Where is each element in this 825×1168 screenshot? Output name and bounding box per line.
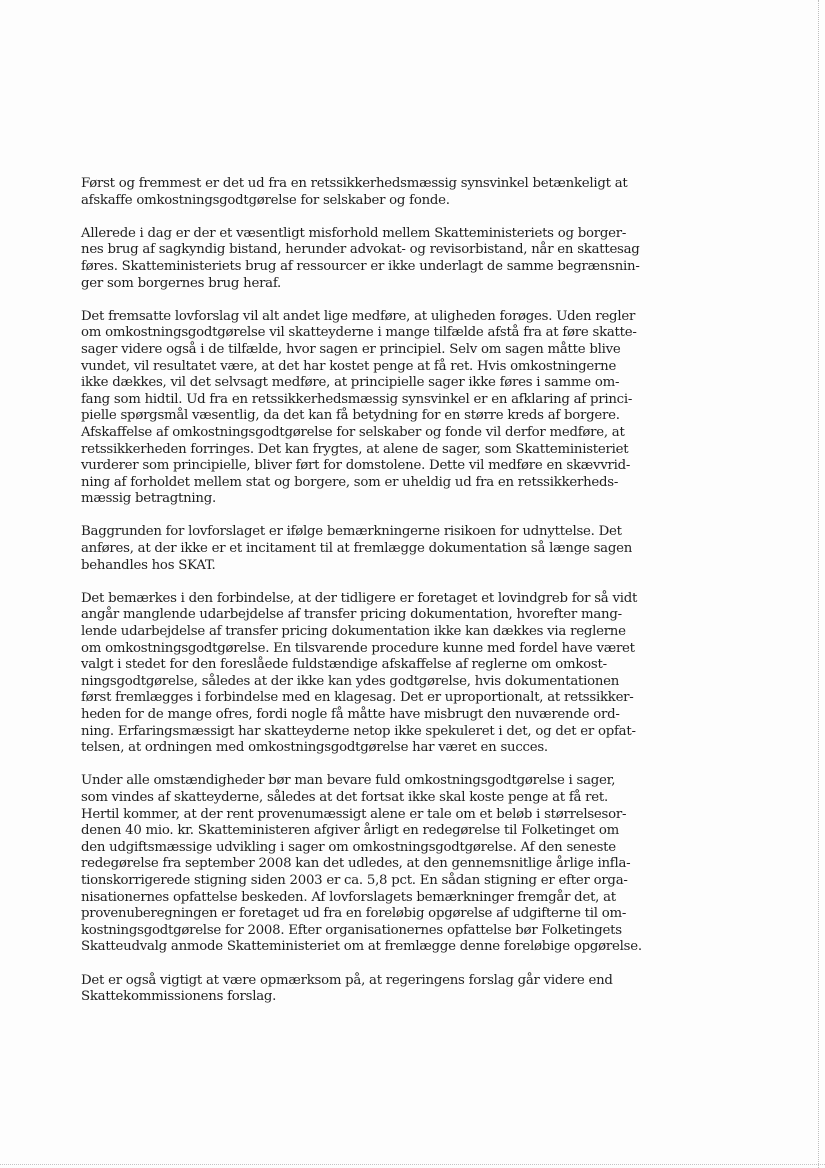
text-line: Baggrunden for lovforslaget er ifølge bemærkningerne risikoen for udnyttelse. Det [81, 524, 622, 540]
text-line: redegørelse fra september 2008 kan det udledes, at den gennemsnitlige årlige infla- [81, 856, 631, 872]
scan-edge-right [818, 0, 819, 1168]
text-line: angår manglende udarbejdelse af transfer pricing dokumentation, hvorefter mang- [81, 607, 622, 623]
text-line: afskaffe omkostningsgodtgørelse for selskaber og fonde. [81, 192, 450, 208]
text-line: vundet, vil resultatet være, at det har kostet penge at få ret. Hvis omkostningerne [81, 358, 617, 374]
text-line: Allerede i dag er der et væsentligt misforhold mellem Skatteministeriets og borger- [81, 225, 627, 241]
paragraph-3 [81, 308, 637, 508]
text-line: Under alle omstændigheder bør man bevare fuld omkostningsgodtgørelse i sager, [81, 773, 616, 789]
text-line: telsen, at ordningen med omkostningsgodtgørelse har været en succes. [81, 740, 548, 756]
text-line: som vindes af skatteyderne, således at det fortsat ikke skal koste penge at få ret. [81, 789, 608, 805]
text-line: heden for de mange ofres, fordi nogle få måtte have misbrugt den nuværende ord- [81, 707, 620, 722]
text-line: nes brug af sagkyndig bistand, herunder advokat- og revisorbistand, når en skattesag [81, 242, 640, 258]
text-line: pielle spørgsmål væsentlig, da det kan få betydning for en større kreds af borgere. [81, 408, 620, 424]
text-line: føres. Skatteministeriets brug af ressourcer er ikke underlagt de samme begrænsnin- [81, 258, 640, 274]
text-line: ger som borgernes brug heraf. [81, 275, 282, 291]
text-line: Det fremsatte lovforslag vil alt andet lige medføre, at uligheden forøges. Uden regler [81, 308, 636, 324]
text-line: lende udarbejdelse af transfer pricing dokumentation ikke kan dækkes via reglerne [81, 624, 626, 640]
text-line: kostningsgodtgørelse for 2008. Efter organisationernes opfattelse bør Folketingets [81, 922, 622, 938]
paragraph-7 [81, 973, 629, 1006]
text-line: den udgiftsmæssige udvikling i sager om omkostningsgodtgørelse. Af den seneste [81, 839, 616, 855]
text-line: ning af forholdet mellem stat og borgere, som er uheldig ud fra en retssikkerheds- [81, 474, 619, 490]
text-line: vurderer som principielle, bliver ført for domstolene. Dette vil medføre en skævvrid- [81, 458, 631, 474]
text-line: provenuberegningen er foretaget ud fra en foreløbig opgørelse af udgifterne til om- [81, 906, 627, 922]
paragraph-2 [81, 225, 640, 292]
body-text [81, 176, 642, 1022]
text-line: Det bemærkes i den forbindelse, at der tidligere er foretaget et lovindgreb for så vidt [81, 590, 638, 606]
paragraph-5 [81, 590, 638, 757]
text-line: Skatteudvalg anmode Skatteministeriet om at fremlægge denne foreløbige opgørelse. [81, 939, 642, 955]
text-line: Først og fremmest er det ud fra en retssikkerhedsmæssig synsvinkel betænkeligt at [81, 176, 628, 191]
text-line: sager videre også i de tilfælde, hvor sagen er principiel. Selv om sagen måtte blive [81, 341, 621, 357]
text-line: ningsgodtgørelse, således at der ikke kan ydes godtgørelse, hvis dokumentationen [81, 673, 620, 689]
text-line: Det er også vigtigt at være opmærksom på, at regeringens forslag går videre end [81, 972, 613, 988]
text-line: valgt i stedet for den foreslåede fuldstændige afskaffelse af reglerne om omkost- [81, 657, 607, 673]
text-line: Skattekommissionens forslag. [81, 989, 277, 1005]
text-line: mæssig betragtning. [81, 491, 216, 507]
text-line: retssikkerheden forringes. Det kan frygtes, at alene de sager, som Skatteministeriet [81, 441, 629, 457]
text-line: nisationernes opfattelse beskeden. Af lovforslagets bemærkninger fremgår det, at [81, 889, 616, 905]
text-line: tionskorrigerede stigning siden 2003 er ca. 5,8 pct. En sådan stigning er efter orga- [81, 872, 628, 888]
scan-edge-bottom [0, 1164, 825, 1165]
text-line: behandles hos SKAT. [81, 557, 216, 573]
text-line: om omkostningsgodtgørelse. En tilsvarende procedure kunne med fordel have været [81, 640, 635, 656]
text-line: først fremlægges i forbindelse med en klagesag. Det er uproportionalt, at retssikker- [81, 690, 634, 706]
text-line: ikke dækkes, vil det selvsagt medføre, at principielle sager ikke føres i samme om- [81, 375, 620, 391]
text-line: anføres, at der ikke er et incitament til at fremlægge dokumentation så længe sagen [81, 541, 633, 557]
text-line: om omkostningsgodtgørelse vil skatteyderne i mange tilfælde afstå fra at føre skatte- [81, 325, 637, 341]
paragraph-6 [81, 773, 642, 956]
text-line: Afskaffelse af omkostningsgodtgørelse for selskaber og fonde vil derfor medføre, at [81, 424, 625, 440]
text-line: Hertil kommer, at der rent provenumæssigt alene er tale om et beløb i størrelsesor- [81, 806, 627, 822]
paragraph-1 [81, 176, 629, 209]
text-line: fang som hidtil. Ud fra en retssikkerhedsmæssig synsvinkel er en afklaring af princi- [81, 391, 633, 407]
paragraph-4 [81, 524, 633, 574]
text-line: denen 40 mio. kr. Skatteministeren afgiver årligt en redegørelse til Folketinget om [81, 823, 619, 839]
text-line: ning. Erfaringsmæssigt har skatteyderne netop ikke spekuleret i det, og det er opfat- [81, 723, 636, 739]
